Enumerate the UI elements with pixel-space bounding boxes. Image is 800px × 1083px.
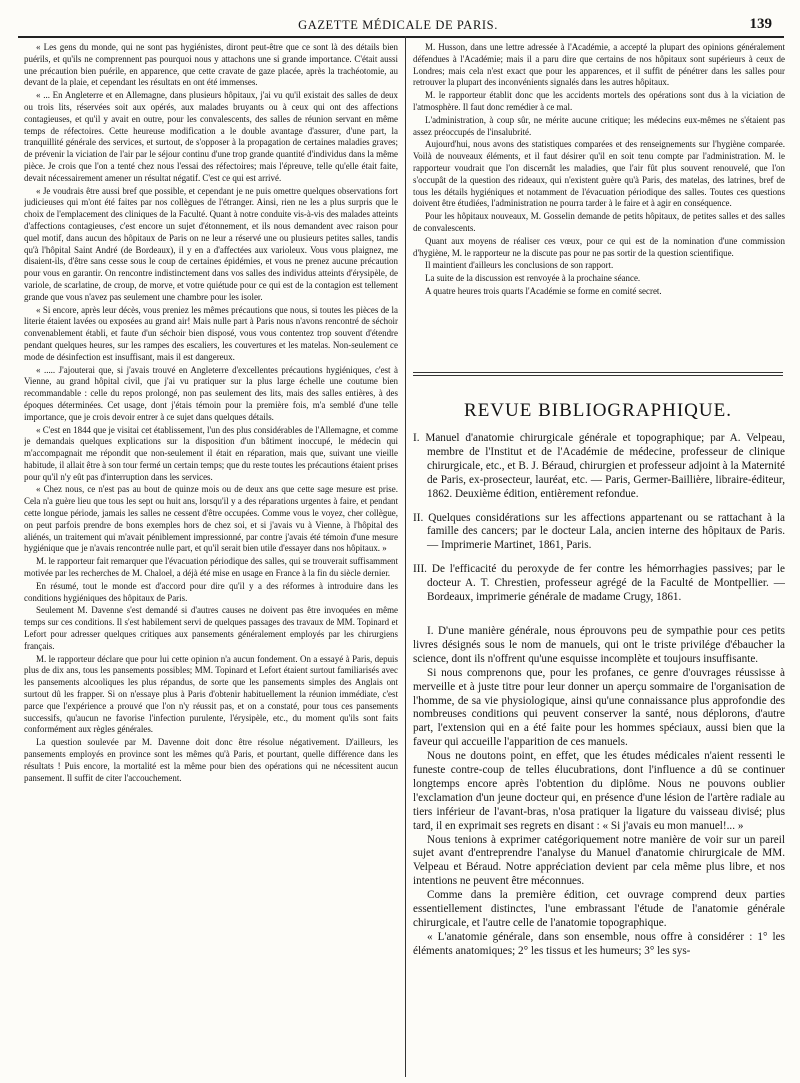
section-title: REVUE BIBLIOGRAPHIQUE. [464,400,732,421]
paragraph: Nous tenions à exprimer catégoriquement notre manière de voir sur un pareil sujet avant d'entreprendre l'analyse du Manuel d'anatomie chirurgicale de MM. Velpeau et Béraud. Notre appréciation devient par cela même plus libre, et nos intentions ne peuvent être méconnues. [413,833,785,888]
paragraph: Seulement M. Davenne s'est demandé si d'autres causes ne doivent pas être invoquées en même temps sur ces conditions. Il s'est habilement servi de quelques passages des travaux de MM. Topinard et Lefort pour adresser quelques critiques aux pansements généralement employés par les chirurgiens français. [24,605,398,651]
paragraph: Comme dans la première édition, cet ouvrage comprend deux parties essentiellement distinctes, l'une embrassant l'étude de l'anatomie générale chirurgicale, et l'autre celle de l'anatomie topographique. [413,889,785,929]
bibliography-section [413,432,785,1077]
right-column-top [413,42,785,372]
paragraph: Si nous comprenons que, pour les profanes, ce genre d'ouvrages réussisse à merveille et à juste titre pour leur donner un aperçu sommaire de l'organisation de l'homme, de sa vie physiologique, ainsi qu'une connaissance plus approfondie des nombreuses conditions qui peuvent conserver la santé, nous déplorons, d'autre part, l'extension qui en a été faite pour les hommes spéciaux, aussi bien que la faveur qui accueille l'apparition de ces manuels. [413,666,785,749]
paragraph: Aujourd'hui, nous avons des statistiques comparées et des renseignements sur l'hygiène comparée. Voilà de nouveaux éléments, et il faut désirer qu'il en soit tenu compte par l'administration. M. le rapporteur voudrait que l'on discernât les maladies, que l'air fût plus souvent renouvelé, que l'on s'occupât de la question des rideaux, qui n'existent guère qu'à Paris, des matelas, des latrines, bref de tous les détails hygiéniques et notamment de l'évacuation périodique des salles. Toutes ces questions doivent être étudiées, l'administration ne pourra tarder à le faire et à agir en conséquence. [413,139,785,209]
journal-title: GAZETTE MÉDICALE DE PARIS. [298,18,498,32]
header-rule [18,36,784,38]
bibliography-entry: I. Manuel d'anatomie chirurgicale générale et topographique; par A. Velpeau, membre de l'Institut et de l'Académie de médecine, professeur de clinique chirurgicale, etc., et B. J. Béraud, chirurgien et professeur adjoint à la Maternité de Paris, ex-prosecteur, lauréat, etc. — Paris, Germer-Baillière, libraire-éditeur, 1862. Deuxième édition, entièrement refondue. [413,432,785,500]
page-number: 139 [749,16,772,32]
paragraph: La suite de la discussion est renvoyée à la prochaine séance. [425,273,641,284]
paragraph: M. le rapporteur déclare que pour lui cette opinion n'a aucun fondement. On a essayé à Paris, depuis plus de dix ans, tous les pansements possibles; MM. Topinard et Lefort étaient surtout familiarisés avec les pansements alcooliques les plus répandus, de sorte que les pansements simples des Anglais ont surtout dû les frapper. Si on n'essaye plus à Paris d'obtenir habituellement la réunion immédiate, c'est parce que l'expérience a prouvé que l'on n'y réussit pas, et on a constaté, pour tous ces pansements successifs, qu'aucun ne favorise l'infection purulente, l'érysipèle, etc., du moment qu'ils sont faits conformément aux règles générales. [24,653,398,735]
bibliography-entry: III. De l'efficacité du peroxyde de fer contre les hémorrhagies passives; par le docteur A. T. Chrestien, professeur agrégé de la Faculté de Montpellier. — Bordeaux, imprimerie générale de madame Crugy, 1861. [413,563,785,604]
paragraph: « ..... J'ajouterai que, si j'avais trouvé en Angleterre d'excellentes précautions hygiéniques, c'est à Vienne, au grand hôpital civil, que j'ai vu pratiquer sur la plus large échelle une coutume bien recommandable : celle du repos prolongé, non pas seulement des lits, mais des salles entières, à des époques déterminées. Cet usage, dont j'étais témoin pour la première fois, m'a semblé d'une telle importance, que je crois devoir entrer à ce sujet dans quelques détails. [24,364,398,422]
paragraph: « Chez nous, ce n'est pas au bout de quinze mois ou de deux ans que cette sage mesure est prise. Cela n'a guère lieu que tous les sept ou huit ans, lorsqu'il y a des réparations urgentes à faire, et pendant cette longue période, jamais les salles ne cessent d'être occupées. Comme vous le voyez, cher collègue, on peut parfois prendre de bons exemples hors de chez soi, et si j'avais vu à Vienne, à l'hôpital des aliénés, un traitement qui m'avait péniblement impressionné, par contre j'avais été témoin d'une mesure hygiénique que je n'avais rencontrée nulle part, et qu'il serait bien utile d'essayer dans nos hôpitaux. » [24,484,398,554]
paragraph: « Je voudrais être aussi bref que possible, et cependant je ne puis omettre quelques observations fort judicieuses qui m'ont été faites par nos collègues de l'étranger. Ainsi, rien ne les a plus surpris que le choix de l'emplacement des cliniques de la Faculté. Quant à notre conduite vis-à-vis des malades atteints d'affections contagieuses, c'est encore un sujet d'étonnement, et ils nous demandent avec raison pour quel motif, dans aucun des hôpitaux de Paris on ne leur a réservé une ou plusieurs petites salles, tandis qu'à l'hôpital Saint André (de Bordeaux), il y en a d'affectées aux varioleux. Vous vous plaignez, me disaient-ils, d'être sans cesse sous le coup de certaines épidémies, et vous ne prenez aucune précaution pour vous en garantir. On rencontre indistinctement dans vos salles des individus atteints d'érysipèle, de variole, de scarlatine, de croup, de morve, et votre quiétude pour ce qui est de la contagion est tellement grande que vous n'avez pas seulement une chambre pour les isoler. [24,185,398,302]
paragraph: « ... En Angleterre et en Allemagne, dans plusieurs hôpitaux, j'ai vu qu'il existait des salles de deux ou trois lits, réservées soit aux opérés, aux malades bruyants ou à ceux qui ont des affections contagieuses, et qu'il y avait en outre, pour les convalescents, des salles de réunion servant en même temps de réfectoires. Cette heureuse modification a le double avantage d'assurer, d'une part, la tranquillité générale des services, et surtout, de s'opposer à la propagation de certaines maladies graves; de prévenir la viciation de l'air par le séjour continu d'une trop grande quantité d'individus dans la même pièce. Je crois que l'on a tenté chez nous l'essai des réfectoires; mais l'épreuve, telle qu'elle était faite, devait nécessairement amener un résultat négatif. C'est ce qui est arrivé. [24,90,398,183]
left-column [24,42,398,1076]
paragraph: I. D'une manière générale, nous éprouvons peu de sympathie pour ces petits livres désignés sous le nom de manuels, qui ont le triste privilége d'ébaucher la science, dont ils n'offrent qu'une esquisse incomplète et toujours insuffisante. [413,624,785,665]
paragraph: Il maintient d'ailleurs les conclusions de son rapport. [425,260,614,271]
section-rule [413,375,783,376]
paragraph: La question soulevée par M. Davenne doit donc être résolue négativement. D'ailleurs, les pansements employés en province sont les mêmes qu'à Paris, et pourtant, quelle différence dans les résultats ! Puis encore, la mortalité est la même pour bien des opérations qui ne nécessitent aucun pansement. Il suffit de citer l'accouchement. [24,737,398,783]
paragraph: M. le rapporteur fait remarquer que l'évacuation périodique des salles, qui se trouverait suffisamment motivée par les recherches de M. Chaloel, a déjà été mise en usage en France à la fin du siècle dernier. [24,556,398,579]
paragraph: M. Husson, dans une lettre adressée à l'Académie, a accepté la plupart des opinions généralement défendues à l'Académie; mais il a paru dire que certains de nos hôpitaux sont supérieurs à ceux de Londres; mais cela n'est exact que pour les apparences, et il suffit de pénétrer dans les salles pour retrouver la plupart des inconvénients signalés dans les autres hôpitaux. [413,42,785,88]
paragraph: A quatre heures trois quarts l'Académie se forme en comité secret. [425,285,662,296]
section-rule [413,372,783,373]
paragraph: M. le rapporteur établit donc que les accidents mortels des opérations sont dus à la viciation de l'atmosphère. Il faut donc remédier à ce mal. [413,90,785,112]
column-separator [405,36,406,1077]
paragraph: « Les gens du monde, qui ne sont pas hygiénistes, diront peut-être que ce sont là des détails bien puérils, et qu'ils ne comprennent pas pourquoi nous y attachons une si grande importance. C'était aussi une précaution bien puérile, en apparence, que cette cravate de gaze placée, après la trachéotomie, au devant de la plaie, et cependant les résultats en ont été immenses. [24,42,398,88]
paragraph: « C'est en 1844 que je visitai cet établissement, l'un des plus considérables de l'Allemagne, et comme je demandais quelques explications sur la disposition d'un bâtiment inoccupé, le médecin qui m'accompagnait me répondit que non-seulement il était en réparation, mais que, suivant une vieille habitude, il allait être à son tour fermé un certain temps; que du reste toutes les précautions étaient prises pour qu'il n'y eût pas d'interruption dans les services. [24,424,398,482]
paragraph: « Si encore, après leur décès, vous preniez les mêmes précautions que nous, si toutes les pièces de la literie étaient lavées ou exposées au grand air! Mais nulle part à Paris nous n'avons rencontré de séchoir convenablement établi, et faute d'un séchoir bien disposé, vous vous contentez trop souvent d'étendre pendant quelques heures, sur les rampes des escaliers, les couvertures et les matelas. Non-seulement ce mode de désinfection est insuffisant, mais il est dangereux. [24,304,398,362]
paragraph: Pour les hôpitaux nouveaux, M. Gosselin demande de petits hôpitaux, de petites salles et des salles de convalescents. [413,211,785,233]
paragraph: « L'anatomie générale, dans son ensemble, nous offre à considérer : 1° les éléments anatomiques; 2° les tissus et les humeurs; 3° les sys- [413,930,785,957]
paragraph: En résumé, tout le monde est d'accord pour dire qu'il y a des réformes à introduire dans les conditions hygiéniques des hôpitaux de Paris. [24,580,398,603]
spacer [413,615,785,625]
page-header [18,12,778,34]
bibliography-entry: II. Quelques considérations sur les affections appartenant ou se rattachant à la famille des cancers; par le docteur Lala, ancien interne des hôpitaux de Paris. — Imprimerie Martinet, 1861, Paris. [413,511,785,552]
paragraph: Nous ne doutons point, en effet, que les études médicales n'aient ressenti le funeste contre-coup de telles élucubrations, dont l'influence a dû se continuer longtemps encore après l'obtention du diplôme. Nous ne pouvons oublier l'exclamation d'un jeune docteur qui, en présence d'une lésion de l'artère radiale au tiers inférieur de l'avant-bras, n'osa pratiquer la ligature du vaisseau divisé; plus tard, il en exprimait ses regrets en disant : « Si j'avais eu mon manuel!... » [413,750,785,832]
paragraph: L'administration, à coup sûr, ne mérite aucune critique; les médecins eux-mêmes ne s'étaient pas assez préoccupés de l'insalubrité. [413,114,785,137]
paragraph: Quant aux moyens de réaliser ces vœux, pour ce qui est de la nomination d'une commission d'hygiène, M. le rapporteur ne la discute pas pour ne pas sortir de la question scientifique. [413,235,785,258]
